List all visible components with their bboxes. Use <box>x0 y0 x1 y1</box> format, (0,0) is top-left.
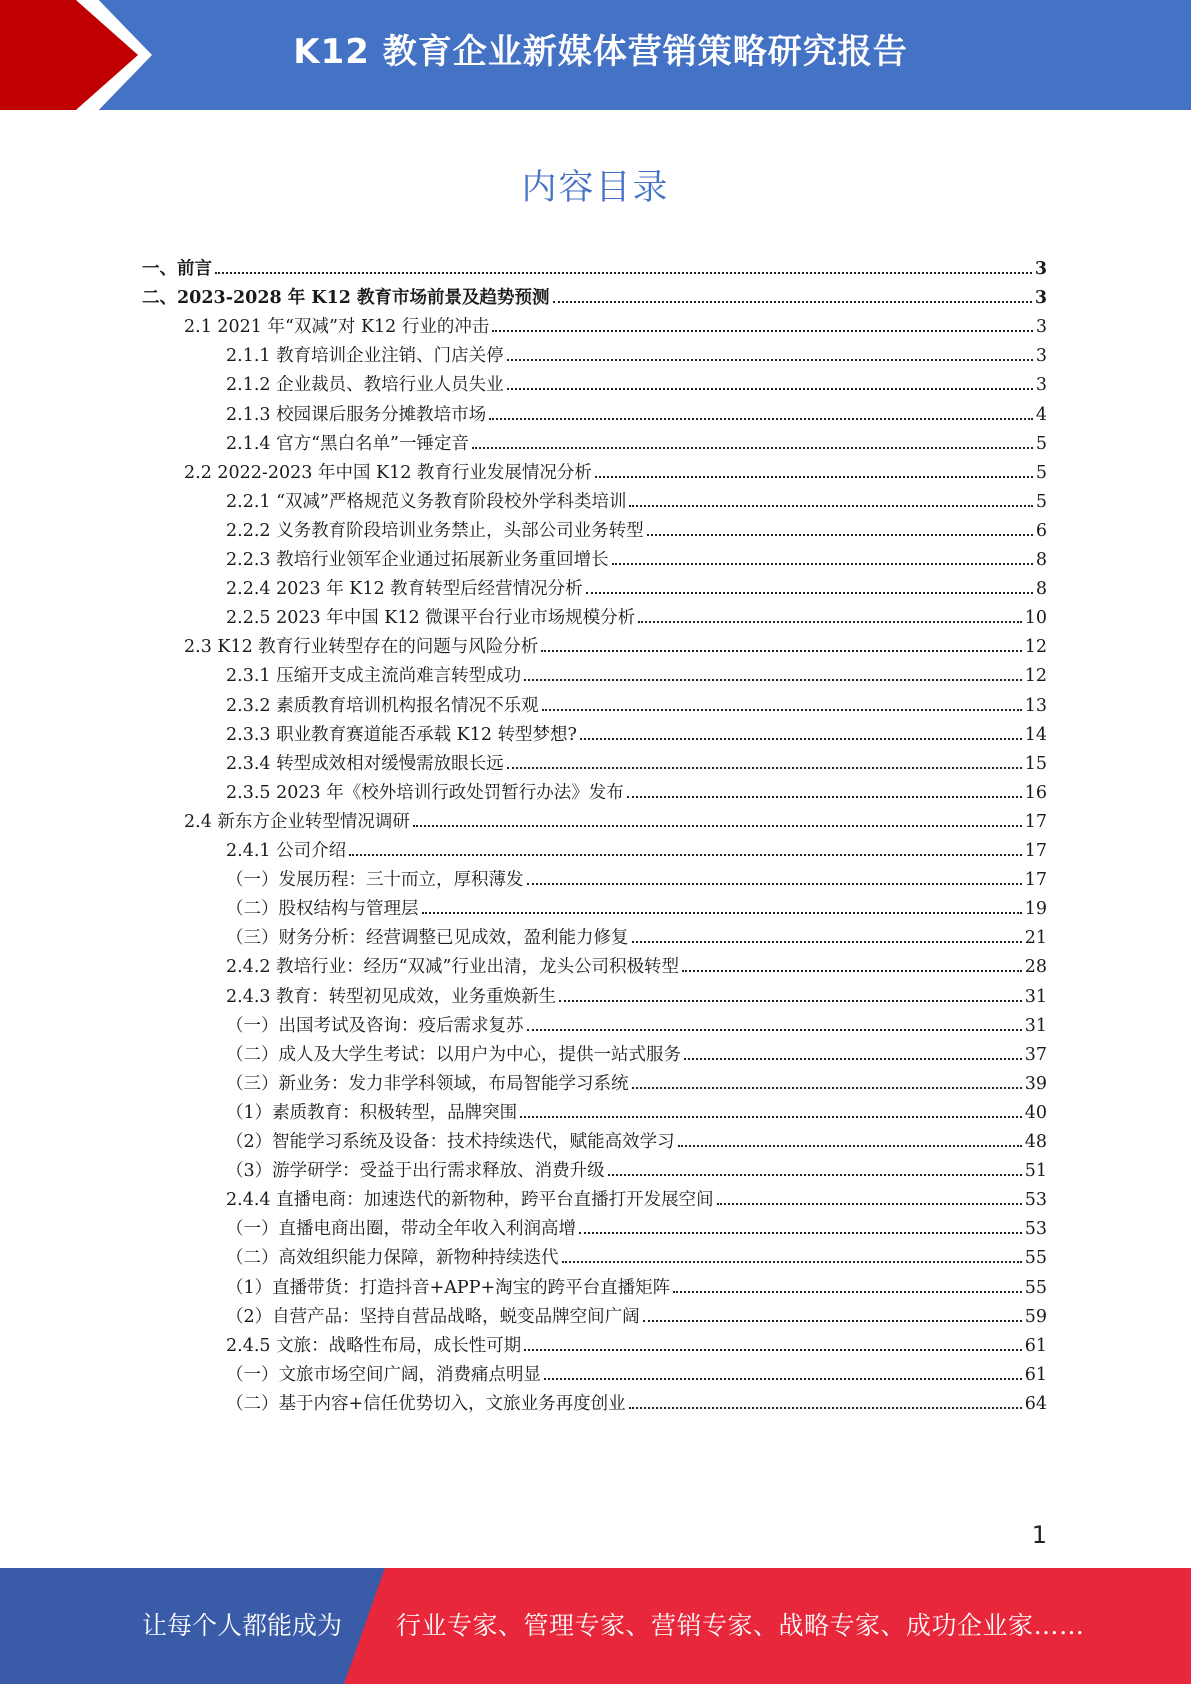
toc-entry-title: 2.4.4 直播电商：加速迭代的新物种，跨平台直播打开发展空间 <box>226 1190 714 1211</box>
document-title: K12 教育企业新媒体营销策略研究报告 <box>293 32 908 72</box>
toc-leader-dots <box>580 738 1022 740</box>
toc-entry[interactable] <box>226 516 1047 547</box>
toc-entry[interactable] <box>226 778 1047 809</box>
toc-entry-title: （二）股权结构与管理层 <box>226 899 419 920</box>
toc-entry-title: 2.3.5 2023 年《校外培训行政处罚暂行办法》发布 <box>226 782 624 803</box>
toc-entry-page: 12 <box>1024 666 1047 687</box>
toc-leader-dots <box>527 883 1022 885</box>
toc-entry-page: 59 <box>1024 1306 1047 1327</box>
toc-entry-title: （一）发展历程：三十而立，厚积薄发 <box>226 870 524 891</box>
toc-entry-page: 13 <box>1024 695 1047 716</box>
toc-entry[interactable] <box>226 1389 1047 1420</box>
toc-entry[interactable] <box>142 254 1047 285</box>
toc-entry[interactable] <box>226 341 1047 372</box>
toc-entry-page: 16 <box>1024 782 1047 803</box>
toc-entry-page: 39 <box>1024 1073 1047 1094</box>
toc-entry[interactable] <box>226 1360 1047 1391</box>
toc-entry-title: （二）高效组织能力保障，新物种持续迭代 <box>226 1248 559 1269</box>
toc-entry[interactable] <box>226 1331 1047 1362</box>
toc-entry-title: 2.4.1 公司介绍 <box>226 841 347 861</box>
toc-entry-title: 2.3 K12 教育行业转型存在的问题与风险分析 <box>184 637 539 658</box>
toc-entry[interactable] <box>226 749 1047 780</box>
toc-leader-dots <box>717 1203 1022 1205</box>
toc-entry-title: 二、2023-2028 年 K12 教育市场前景及趋势预测 <box>142 288 550 309</box>
toc-leader-dots <box>527 1029 1022 1031</box>
toc-entry-title: （1）直播带货：打造抖音+APP+淘宝的跨平台直播矩阵 <box>226 1277 671 1298</box>
toc-entry-page: 5 <box>1035 433 1047 454</box>
toc-leader-dots <box>627 796 1022 798</box>
toc-entry-page: 8 <box>1035 550 1047 570</box>
toc-entry-page: 4 <box>1035 404 1047 425</box>
toc-entry-title: 2.1.3 校园课后服务分摊教培市场 <box>226 404 487 425</box>
toc-entry[interactable] <box>226 1273 1047 1304</box>
toc-entry-page: 48 <box>1024 1132 1047 1152</box>
footer-slogan-right: 行业专家、管理专家、营销专家、战略专家、成功企业家…… <box>396 1611 1085 1640</box>
toc-entry-title: 2.3.3 职业教育赛道能否承载 K12 转型梦想? <box>226 724 577 745</box>
toc-entry[interactable] <box>226 952 1047 983</box>
toc-leader-dots <box>349 854 1022 856</box>
toc-entry-page: 53 <box>1024 1219 1047 1240</box>
toc-leader-dots <box>682 970 1022 972</box>
toc-entry[interactable] <box>226 894 1047 925</box>
toc-entry-title: （一）文旅市场空间广阔，消费痛点明显 <box>226 1364 541 1385</box>
toc-leader-dots <box>507 767 1022 769</box>
toc-entry-page: 3 <box>1035 317 1047 338</box>
toc-entry-title: 2.1.2 企业裁员、教培行业人员失业 <box>226 375 504 396</box>
toc-entry-page: 10 <box>1024 608 1047 629</box>
toc-entry-title: （2）智能学习系统及设备：技术持续迭代，赋能高效学习 <box>226 1132 675 1152</box>
toc-leader-dots <box>524 1349 1022 1351</box>
toc-leader-dots <box>542 709 1022 711</box>
toc-leader-dots <box>579 1232 1022 1234</box>
toc-entry-title: （二）成人及大学生考试：以用户为中心，提供一站式服务 <box>226 1044 681 1065</box>
toc-leader-dots <box>520 1116 1022 1118</box>
toc-entry[interactable] <box>226 487 1047 518</box>
toc-entry-title: 2.4.3 教育：转型初见成效，业务重焕新生 <box>226 986 557 1007</box>
toc-entry-title: 2.2.5 2023 年中国 K12 微课平台行业市场规模分析 <box>226 608 636 629</box>
toc-entry[interactable] <box>226 370 1047 401</box>
toc-entry[interactable] <box>184 312 1047 343</box>
toc-leader-dots <box>562 1261 1022 1263</box>
toc-entry-title: （3）游学研学：受益于出行需求释放、消费升级 <box>226 1161 605 1182</box>
toc-entry-page: 5 <box>1035 491 1047 512</box>
toc-entry-page: 5 <box>1035 462 1047 483</box>
toc-entry[interactable] <box>226 923 1047 954</box>
toc-leader-dots <box>629 1407 1022 1409</box>
toc-entry-page: 17 <box>1024 841 1047 861</box>
toc-entry-page: 31 <box>1024 1015 1047 1036</box>
toc-leader-dots <box>684 1058 1022 1060</box>
toc-leader-dots <box>422 912 1022 914</box>
toc-entry-page: 3 <box>1034 288 1047 309</box>
toc-leader-dots <box>544 1378 1022 1380</box>
toc-entry-page: 37 <box>1024 1044 1047 1065</box>
toc-leader-dots <box>559 1000 1022 1002</box>
toc-entry-page: 64 <box>1024 1393 1047 1414</box>
toc-entry-page: 3 <box>1035 346 1047 367</box>
toc-entry-page: 31 <box>1024 986 1047 1007</box>
toc-entry[interactable] <box>142 283 1047 314</box>
toc-leader-dots <box>647 534 1033 536</box>
toc-entry[interactable] <box>226 1302 1047 1333</box>
toc-leader-dots <box>553 301 1032 303</box>
toc-entry[interactable] <box>226 720 1047 751</box>
toc-entry-page: 6 <box>1035 520 1047 541</box>
toc-entry-page: 28 <box>1024 957 1047 978</box>
toc-entry-title: 2.4.2 教培行业：经历“双减”行业出清，龙头公司积极转型 <box>226 957 679 978</box>
toc-entry-page: 14 <box>1024 724 1047 745</box>
toc-entry-title: 2.3.4 转型成效相对缓慢需放眼长远 <box>226 753 504 774</box>
toc-leader-dots <box>507 359 1033 361</box>
toc-entry-page: 15 <box>1024 753 1047 774</box>
toc-entry-title: 2.2.3 教培行业领军企业通过拓展新业务重回增长 <box>226 550 609 570</box>
toc-entry[interactable] <box>226 1127 1047 1158</box>
toc-entry[interactable] <box>226 865 1047 896</box>
toc-entry-page: 55 <box>1024 1248 1047 1269</box>
toc-entry-title: 2.1.4 官方“黑白名单”一锤定音 <box>226 433 469 454</box>
toc-entry-page: 55 <box>1024 1277 1047 1298</box>
toc-leader-dots <box>632 941 1022 943</box>
toc-entry-title: 一、前言 <box>142 259 212 279</box>
toc-entry-page: 17 <box>1024 811 1047 832</box>
toc-leader-dots <box>507 388 1033 390</box>
toc-entry-page: 53 <box>1024 1190 1047 1211</box>
toc-entry[interactable] <box>226 1040 1047 1071</box>
toc-entry-page: 40 <box>1024 1102 1047 1123</box>
toc-entry-page: 61 <box>1024 1364 1047 1385</box>
toc-entry-page: 51 <box>1024 1161 1047 1182</box>
toc-entry[interactable] <box>226 1214 1047 1245</box>
toc-entry-title: 2.2.1 “双减”严格规范义务教育阶段校外学科类培训 <box>226 491 627 512</box>
toc-entry-page: 3 <box>1034 259 1047 279</box>
toc-leader-dots <box>586 592 1033 594</box>
toc-entry[interactable] <box>226 1098 1047 1129</box>
toc-leader-dots <box>638 621 1022 623</box>
toc-entry[interactable] <box>184 458 1047 489</box>
toc-entry[interactable] <box>226 400 1047 431</box>
page-number: 1 <box>1031 1521 1047 1549</box>
toc-entry[interactable] <box>226 1156 1047 1187</box>
toc-heading: 内容目录 <box>521 168 670 208</box>
toc-entry-title: 2.2 2022-2023 年中国 K12 教育行业发展情况分析 <box>184 462 592 483</box>
toc-entry[interactable] <box>226 691 1047 722</box>
toc-leader-dots <box>489 418 1033 420</box>
toc-entry[interactable] <box>226 661 1047 692</box>
toc-entry-title: （1）素质教育：积极转型，品牌突围 <box>226 1102 518 1123</box>
toc-entry[interactable] <box>226 545 1047 576</box>
toc-leader-dots <box>608 1174 1022 1176</box>
toc-entry-page: 19 <box>1024 899 1047 920</box>
toc-entry[interactable] <box>226 836 1047 867</box>
toc-leader-dots <box>643 1320 1022 1322</box>
toc-leader-dots <box>472 447 1033 449</box>
toc-entry-title: 2.4.5 文旅：战略性布局，成长性可期 <box>226 1335 522 1356</box>
toc-entry[interactable] <box>226 429 1047 460</box>
toc-leader-dots <box>632 1087 1022 1089</box>
toc-entry-page: 8 <box>1035 579 1047 600</box>
toc-entry-title: 2.1.1 教育培训企业注销、门店关停 <box>226 346 504 367</box>
toc-entry-page: 3 <box>1035 375 1047 396</box>
toc-entry-page: 12 <box>1024 637 1047 658</box>
toc-entry-title: （一）直播电商出圈，带动全年收入利润高增 <box>226 1219 576 1240</box>
toc-entry[interactable] <box>226 1185 1047 1216</box>
toc-entry-title: （三）财务分析：经营调整已见成效，盈利能力修复 <box>226 928 629 949</box>
toc-leader-dots <box>678 1145 1022 1147</box>
toc-entry-title: 2.2.2 义务教育阶段培训业务禁止，头部公司业务转型 <box>226 520 644 541</box>
toc-entry[interactable] <box>226 1011 1047 1042</box>
toc-entry[interactable] <box>226 603 1047 634</box>
toc-leader-dots <box>595 476 1033 478</box>
toc-entry-page: 21 <box>1024 928 1047 949</box>
toc-leader-dots <box>413 825 1022 827</box>
toc-entry-title: 2.3.2 素质教育培训机构报名情况不乐观 <box>226 695 539 716</box>
toc-entry-title: 2.4 新东方企业转型情况调研 <box>184 811 410 832</box>
toc-entry[interactable] <box>226 1243 1047 1274</box>
toc-entry-page: 61 <box>1024 1335 1047 1356</box>
toc-entry-title: 2.3.1 压缩开支成主流尚难言转型成功 <box>226 666 522 687</box>
toc-leader-dots <box>629 505 1032 507</box>
toc-leader-dots <box>524 679 1022 681</box>
toc-leader-dots <box>612 563 1033 565</box>
toc-entry[interactable] <box>184 632 1047 663</box>
toc-entry-title: （一）出国考试及咨询：疫后需求复苏 <box>226 1015 524 1036</box>
toc-entry-title: 2.2.4 2023 年 K12 教育转型后经营情况分析 <box>226 579 583 600</box>
footer-banner <box>0 1568 1191 1684</box>
toc-leader-dots <box>215 272 1032 274</box>
toc-entry-title: （二）基于内容+信任优势切入，文旅业务再度创业 <box>226 1393 626 1414</box>
toc-entry-title: （2）自营产品：坚持自营品战略，蜕变品牌空间广阔 <box>226 1306 640 1327</box>
toc-entry-title: 2.1 2021 年“双减”对 K12 行业的冲击 <box>184 317 490 338</box>
toc-leader-dots <box>492 330 1033 332</box>
toc-entry[interactable] <box>226 982 1047 1013</box>
toc-entry[interactable] <box>184 807 1047 838</box>
toc-entry[interactable] <box>226 1069 1047 1100</box>
toc-entry-title: （三）新业务：发力非学科领域，布局智能学习系统 <box>226 1073 629 1094</box>
toc-entry[interactable] <box>226 574 1047 605</box>
toc-leader-dots <box>673 1291 1022 1293</box>
toc-entry-page: 17 <box>1024 870 1047 891</box>
footer-slogan-left: 让每个人都能成为 <box>142 1611 343 1640</box>
toc-leader-dots <box>541 650 1021 652</box>
header-banner <box>0 0 1191 110</box>
